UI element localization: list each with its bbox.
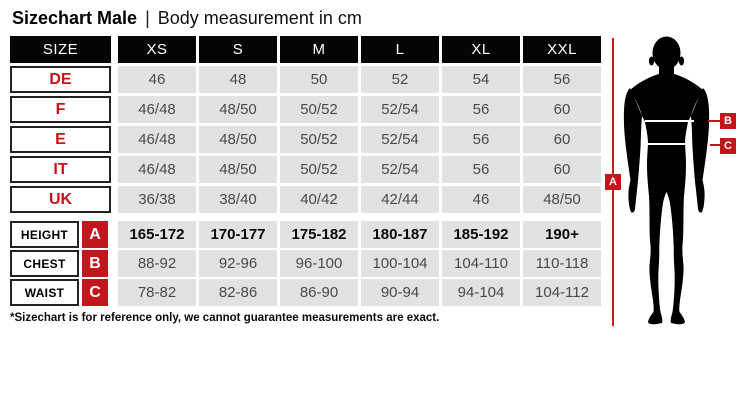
cell-de-xxl: 56: [523, 66, 601, 93]
cell-it-m: 50/52: [280, 156, 358, 183]
cell-chest-xs: 88-92: [118, 250, 196, 277]
cell-f-m: 50/52: [280, 96, 358, 123]
header-cell-xl: XL: [442, 36, 520, 63]
row-label-f: F: [10, 96, 111, 123]
title-separator: |: [145, 8, 150, 28]
cell-de-xs: 46: [118, 66, 196, 93]
figure-marker-b: B: [720, 113, 736, 129]
cell-e-xs: 46/48: [118, 126, 196, 153]
cell-waist-s: 82-86: [199, 279, 277, 306]
cell-de-m: 50: [280, 66, 358, 93]
cell-f-l: 52/54: [361, 96, 439, 123]
cell-it-s: 48/50: [199, 156, 277, 183]
row-label-it: IT: [10, 156, 111, 183]
header-cell-size: SIZE: [10, 36, 111, 63]
row-label-height: [10, 221, 115, 248]
title-main: Sizechart Male: [12, 8, 138, 28]
waist-marker-badge: C: [82, 279, 108, 306]
cell-waist-xl: 94-104: [442, 279, 520, 306]
cell-it-xxl: 60: [523, 156, 601, 183]
row-label-e: E: [10, 126, 111, 153]
cell-e-l: 52/54: [361, 126, 439, 153]
chest-measure-line: [645, 120, 694, 123]
row-label-chest: [10, 250, 115, 277]
cell-uk-xs: 36/38: [118, 186, 196, 213]
cell-f-s: 48/50: [199, 96, 277, 123]
cell-it-xl: 56: [442, 156, 520, 183]
cell-e-xxl: 60: [523, 126, 601, 153]
height-marker-badge: A: [82, 221, 108, 248]
cell-height-s: 170-177: [199, 221, 277, 248]
cell-chest-xxl: 110-118: [523, 250, 601, 277]
footnote: *Sizechart is for reference only, we cannot guarantee measurements are exact.: [10, 312, 440, 324]
chest-marker-badge: B: [82, 250, 108, 277]
measurement-table: [10, 221, 601, 306]
cell-waist-m: 86-90: [280, 279, 358, 306]
cell-e-s: 48/50: [199, 126, 277, 153]
height-label: HEIGHT: [10, 221, 79, 248]
cell-uk-xl: 46: [442, 186, 520, 213]
waist-measure-line: [648, 143, 691, 146]
page-title: [12, 8, 362, 29]
header-cell-xs: XS: [118, 36, 196, 63]
cell-uk-s: 38/40: [199, 186, 277, 213]
header-cell-l: L: [361, 36, 439, 63]
cell-de-l: 52: [361, 66, 439, 93]
cell-height-xs: 165-172: [118, 221, 196, 248]
cell-waist-xxl: 104-112: [523, 279, 601, 306]
figure-marker-a: A: [605, 174, 621, 190]
chest-label: CHEST: [10, 250, 79, 277]
body-figure: [595, 28, 750, 342]
cell-e-xl: 56: [442, 126, 520, 153]
cell-f-xl: 56: [442, 96, 520, 123]
cell-it-xs: 46/48: [118, 156, 196, 183]
cell-height-xxl: 190+: [523, 221, 601, 248]
cell-height-m: 175-182: [280, 221, 358, 248]
header-cell-xxl: XXL: [523, 36, 601, 63]
cell-de-xl: 54: [442, 66, 520, 93]
cell-chest-m: 96-100: [280, 250, 358, 277]
cell-uk-xxl: 48/50: [523, 186, 601, 213]
cell-uk-l: 42/44: [361, 186, 439, 213]
cell-f-xs: 46/48: [118, 96, 196, 123]
cell-uk-m: 40/42: [280, 186, 358, 213]
row-label-uk: UK: [10, 186, 111, 213]
title-subtitle: Body measurement in cm: [157, 8, 362, 28]
row-label-de: DE: [10, 66, 111, 93]
cell-waist-xs: 78-82: [118, 279, 196, 306]
waist-label: WAIST: [10, 279, 79, 306]
figure-marker-c: C: [720, 138, 736, 154]
cell-e-m: 50/52: [280, 126, 358, 153]
row-label-waist: [10, 279, 115, 306]
cell-chest-xl: 104-110: [442, 250, 520, 277]
header-cell-s: S: [199, 36, 277, 63]
size-table: [10, 36, 601, 213]
cell-height-xl: 185-192: [442, 221, 520, 248]
cell-chest-s: 92-96: [199, 250, 277, 277]
cell-height-l: 180-187: [361, 221, 439, 248]
cell-waist-l: 90-94: [361, 279, 439, 306]
cell-it-l: 52/54: [361, 156, 439, 183]
cell-f-xxl: 60: [523, 96, 601, 123]
cell-de-s: 48: [199, 66, 277, 93]
cell-chest-l: 100-104: [361, 250, 439, 277]
header-cell-m: M: [280, 36, 358, 63]
